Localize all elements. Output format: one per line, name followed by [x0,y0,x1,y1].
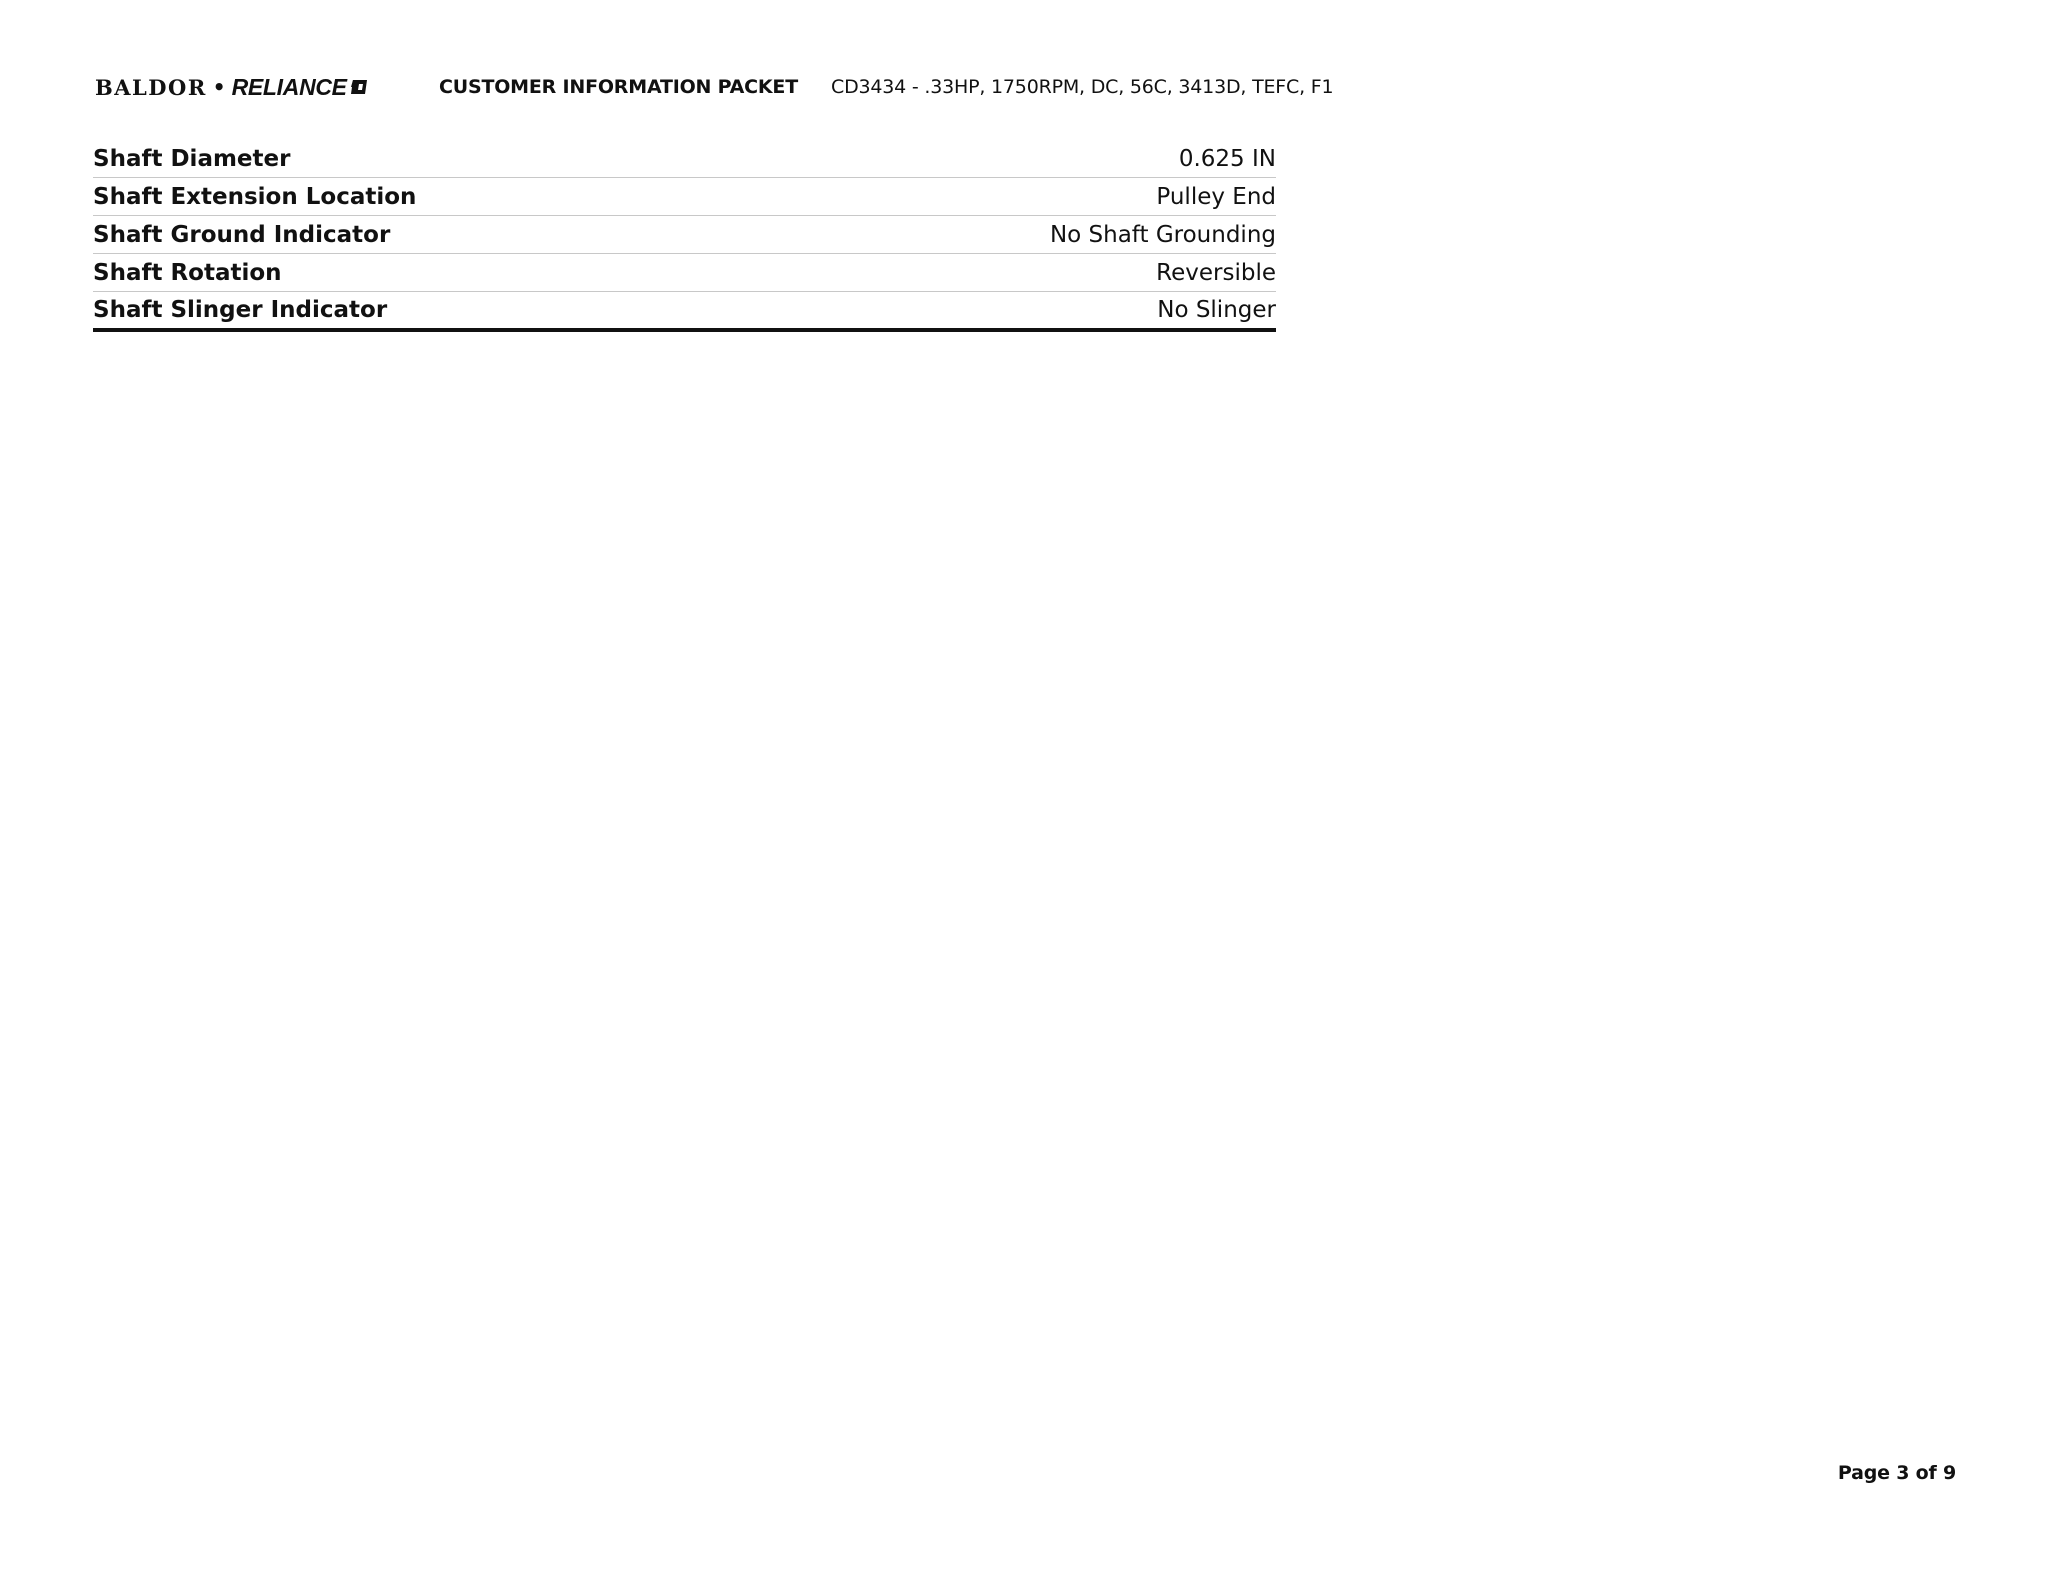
spec-label: Shaft Ground Indicator [93,221,391,248]
baldor-reliance-logo [95,72,439,102]
spec-value: Reversible [1156,259,1276,286]
page-header [95,72,1333,102]
brand-baldor-text: BALDOR [95,74,207,100]
spec-value: Pulley End [1156,183,1276,210]
spec-label: Shaft Extension Location [93,183,417,210]
spec-label: Shaft Slinger Indicator [93,297,388,323]
spec-row-shaft-extension-location [93,178,1276,216]
spec-label: Shaft Diameter [93,145,291,172]
spec-row-shaft-diameter [93,140,1276,178]
spec-label: Shaft Rotation [93,259,282,286]
spec-row-shaft-rotation [93,254,1276,292]
spec-value: No Slinger [1157,297,1276,323]
spec-row-shaft-ground-indicator [93,216,1276,254]
spec-value: No Shaft Grounding [1049,221,1276,248]
spec-table [93,140,1276,332]
spec-value: 0.625 IN [1178,145,1276,172]
page-number: Page 3 of 9 [1837,1462,1956,1484]
packet-title: CUSTOMER INFORMATION PACKET [439,76,798,98]
product-description: CD3434 - .33HP, 1750RPM, DC, 56C, 3413D, TEFC, F1 [831,76,1334,98]
brand-separator-dot: • [212,75,226,99]
spec-row-shaft-slinger-indicator [93,292,1276,332]
brand-reliance-text: RELIANCE [231,73,347,100]
reliance-mark-icon [350,78,368,96]
